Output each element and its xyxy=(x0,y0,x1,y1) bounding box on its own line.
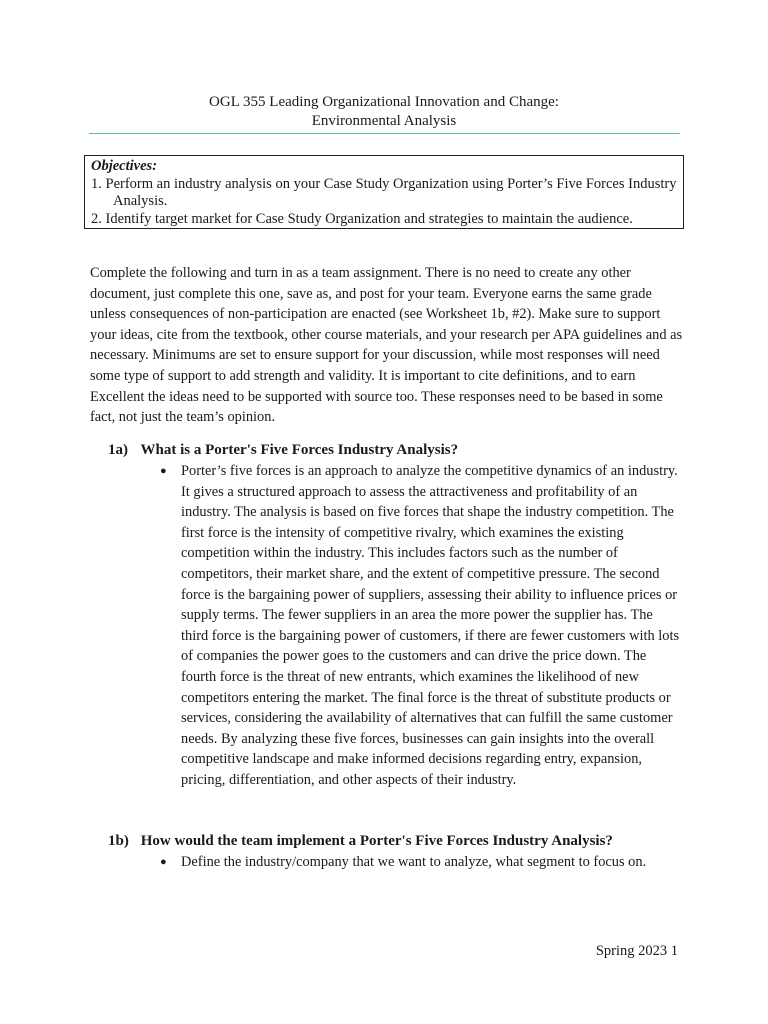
question-number: 1b) xyxy=(108,833,129,849)
question-text: How would the team implement a Porter's Five Forces Industry Analysis? xyxy=(140,833,613,849)
header-title-line1: OGL 355 Leading Organizational Innovation and Change: xyxy=(209,94,559,110)
bullet-icon: ● xyxy=(160,856,167,868)
header-title-line2: Environmental Analysis xyxy=(311,113,457,129)
objective-item-2: 2. Identify target market for Case Study Organization and strategies to maintain the audience. xyxy=(91,210,633,227)
document-header xyxy=(0,93,768,131)
question-text: What is a Porter's Five Forces Industry Analysis? xyxy=(140,442,459,458)
bullet-icon: ● xyxy=(160,465,167,477)
header-divider xyxy=(89,133,680,134)
answer-1b-bullet xyxy=(160,852,680,873)
instructions-paragraph: Complete the following and turn in as a team assignment. There is no need to create any other document, just complete this one, save as, and post for your team. Everyone earns the same grade unless consequences of non-participation are enacted (see Worksheet 1b, #2). Make sure to support your ideas, cite from the textbook, other course materials, and your research per APA guidelines and as necessary. Minimums are set to ensure support for your discussion, while most responses will need some type of support to add strength and validity. It is important to cite definitions, and to earn Excellent the ideas need to be supported with source too. These responses need to be based in some fact, not just the team’s opinion. xyxy=(90,265,683,426)
objective-item-1: 1. Perform an industry analysis on your Case Study Organization using Porter’s Five Forces Industry Analysis. xyxy=(91,175,677,209)
question-1a xyxy=(108,440,458,460)
question-1b xyxy=(108,831,613,851)
answer-text: Define the industry/company that we want to analyze, what segment to focus on. xyxy=(181,854,647,870)
question-number: 1a) xyxy=(108,442,128,458)
answer-1a-bullet xyxy=(160,461,680,791)
objectives-title: Objectives: xyxy=(91,158,158,174)
page-footer: Spring 2023 1 xyxy=(595,943,678,959)
answer-text: Porter’s five forces is an approach to analyze the competitive dynamics of an industry. It gives a structured approach to assess the attractiveness and profitability of an industry. The analysis is based on five forces that shape the industry competition. The first force is the intensity of competitive rivalry, which examines the existing competition within the industry. This includes factors such as the number of competitors, their market share, and the extent of competitive pressure. The second force is the bargaining power of suppliers, assessing their ability to influence prices or supply terms. The fewer suppliers in an area the more power the supplier has. The third force is the bargaining power of customers, if there are fewer customers with lots of companies the power goes to the customers and can drive the price down. The fourth force is the threat of new entrants, which examines the likelihood of new competitors entering the market. The final force is the threat of substitute products or services, considering the availability of alternatives that can fulfill the same customer needs. By analyzing these five forces, businesses can gain insights into the overall competitive landscape and make informed decisions regarding entry, expansion, pricing, differentiation, and other aspects of their industry. xyxy=(181,463,680,788)
objectives-box xyxy=(84,155,684,229)
